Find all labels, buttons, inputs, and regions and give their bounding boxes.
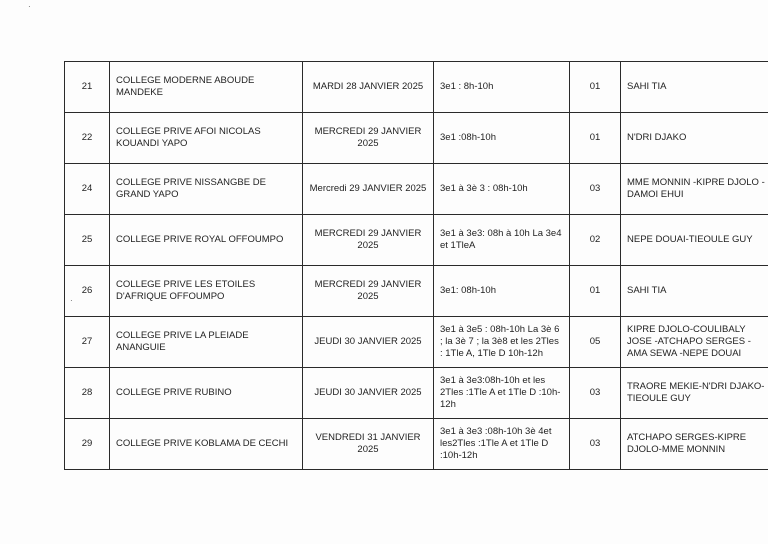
row-number: 22 [65,113,110,164]
class-schedule: 3e1: 08h-10h [434,266,570,317]
class-schedule: 3e1 à 3e5 : 08h-10h La 3è 6 ; la 3è 7 ; la 3è8 et les 2Tles : 1Tle A, 1Tle D 10h-12h [434,317,570,368]
examiner-count: 01 [570,62,621,113]
row-number: 25 [65,215,110,266]
examiner-count: 02 [570,215,621,266]
table-row [65,419,768,470]
class-schedule: 3e1 à 3e3 :08h-10h 3è 4et les2Tles :1Tle A et 1Tle D :10h-12h [434,419,570,470]
scan-speck: · [70,296,73,305]
table-row [65,113,768,164]
school-name: COLLEGE PRIVE AFOI NICOLAS KOUANDI YAPO [110,113,303,164]
exam-date: MERCREDI 29 JANVIER 2025 [303,113,434,164]
examiner-names: ATCHAPO SERGES-KIPRE DJOLO-MME MONNIN [621,419,768,470]
row-number: 27 [65,317,110,368]
row-number: 28 [65,368,110,419]
class-schedule: 3e1 : 8h-10h [434,62,570,113]
class-schedule: 3e1 à 3e3:08h-10h et les 2Tles :1Tle A et 1Tle D :10h-12h [434,368,570,419]
table-row [65,62,768,113]
class-schedule: 3e1 :08h-10h [434,113,570,164]
school-name: COLLEGE PRIVE LES ETOILES D'AFRIQUE OFFOUMPO [110,266,303,317]
row-number: 21 [65,62,110,113]
school-name: COLLEGE PRIVE KOBLAMA DE CECHI [110,419,303,470]
exam-date: JEUDI 30 JANVIER 2025 [303,368,434,419]
examiner-names: KIPRE DJOLO-COULIBALY JOSE -ATCHAPO SERGES -AMA SEWA -NEPE DOUAI [621,317,768,368]
examiner-names: N'DRI DJAKO [621,113,768,164]
exam-date: MARDI 28 JANVIER 2025 [303,62,434,113]
class-schedule: 3e1 à 3è 3 : 08h-10h [434,164,570,215]
scan-speck: · [28,2,31,11]
examiner-names: SAHI TIA [621,266,768,317]
examiner-count: 05 [570,317,621,368]
row-number: 26 [65,266,110,317]
row-number: 24 [65,164,110,215]
school-name: COLLEGE PRIVE LA PLEIADE ANANGUIE [110,317,303,368]
class-schedule: 3e1 à 3e3: 08h à 10h La 3e4 et 1TleA [434,215,570,266]
school-name: COLLEGE MODERNE ABOUDE MANDEKE [110,62,303,113]
school-name: COLLEGE PRIVE RUBINO [110,368,303,419]
examiner-count: 03 [570,164,621,215]
exam-date: Mercredi 29 JANVIER 2025 [303,164,434,215]
table-row [65,317,768,368]
examiner-count: 03 [570,368,621,419]
exam-date: VENDREDI 31 JANVIER 2025 [303,419,434,470]
examiner-names: NEPE DOUAI-TIEOULE GUY [621,215,768,266]
row-number: 29 [65,419,110,470]
school-name: COLLEGE PRIVE NISSANGBE DE GRAND YAPO [110,164,303,215]
exam-date: MERCREDI 29 JANVIER 2025 [303,266,434,317]
examiner-names: TRAORE MEKIE-N'DRI DJAKO-TIEOULE GUY [621,368,768,419]
table-row [65,164,768,215]
examiner-count: 01 [570,113,621,164]
examiner-names: SAHI TIA [621,62,768,113]
examiner-count: 01 [570,266,621,317]
schedule-table [64,61,768,470]
exam-date: JEUDI 30 JANVIER 2025 [303,317,434,368]
table-row [65,266,768,317]
examiner-count: 03 [570,419,621,470]
table-row [65,368,768,419]
exam-date: MERCREDI 29 JANVIER 2025 [303,215,434,266]
examiner-names: MME MONNIN -KIPRE DJOLO -DAMOI EHUI [621,164,768,215]
table-row [65,215,768,266]
school-name: COLLEGE PRIVE ROYAL OFFOUMPO [110,215,303,266]
